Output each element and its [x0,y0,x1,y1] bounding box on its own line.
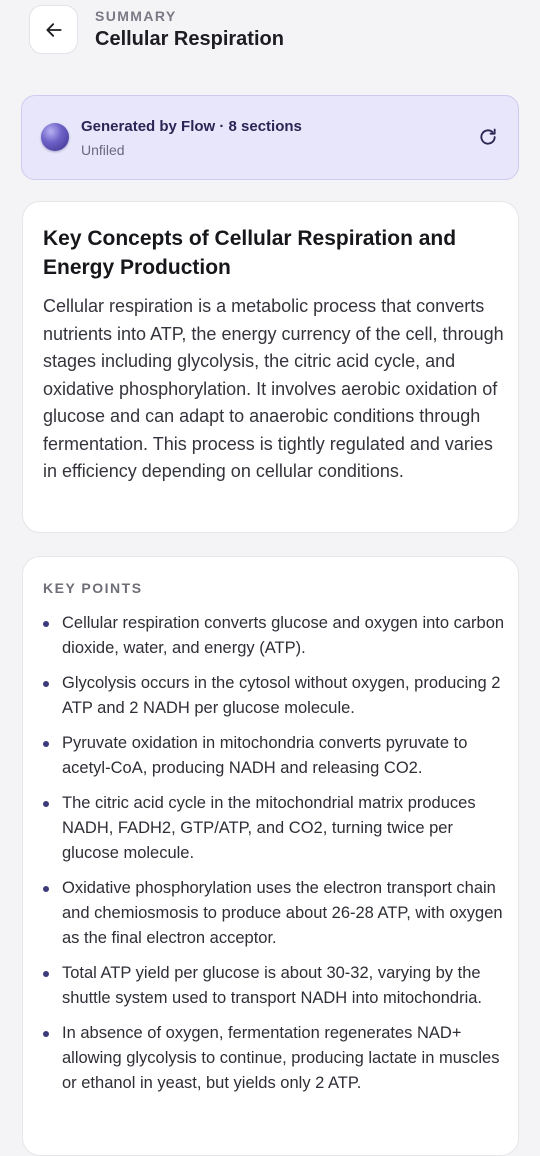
arrow-left-icon [44,20,64,40]
key-points-label: KEY POINTS [43,580,143,596]
key-point-text: In absence of oxygen, fermentation regenerates NAD+ allowing glycolysis to continue, producing lactate in muscles or ethanol in yeast, but yields only 2 ATP. [62,1024,500,1092]
page-title: Cellular Respiration [95,28,284,50]
key-point-text: Pyruvate oxidation in mitochondria converts pyruvate to acetyl-CoA, producing NADH and releasing CO2. [62,734,468,777]
key-point-item [43,731,505,781]
bullet-dot [43,971,49,977]
key-point-text: Cellular respiration converts glucose and oxygen into carbon dioxide, water, and energy (ATP). [62,614,505,657]
key-point-item [43,671,505,721]
key-point-text: Oxidative phosphorylation uses the electron transport chain and chemiosmosis to produce about 26-28 ATP, with oxygen as the final electron acceptor. [62,879,503,947]
bullet-dot [43,621,49,627]
folder-label: Unfiled [81,142,125,158]
refresh-icon [478,127,498,147]
regenerate-button[interactable] [477,126,499,148]
bullet-dot [43,801,49,807]
key-points-list [43,611,505,1106]
summary-card [22,201,519,533]
summary-body: Cellular respiration is a metabolic process that converts nutrients into ATP, the energy currency of the cell, through stages including glycolysis, the citric acid cycle, and oxidative phosphorylation. It involves aerobic oxidation of glucose and can adapt to anaerobic conditions through fermentation. This process is tightly regulated and varies in efficiency depending on cellular conditions. [43,296,504,481]
back-button[interactable] [29,5,78,54]
summary-heading: Key Concepts of Cellular Respiration and Energy Production [43,227,457,279]
flow-generated-label: Generated by Flow · 8 sections [81,118,302,135]
key-point-text: Glycolysis occurs in the cytosol without oxygen, producing 2 ATP and 2 NADH per glucose molecule. [62,674,501,717]
key-point-text: Total ATP yield per glucose is about 30-32, varying by the shuttle system used to transport NADH into mitochondria. [62,964,483,1007]
key-points-card [22,556,519,1156]
top-bar [0,0,540,70]
bullet-dot [43,1031,49,1037]
key-point-item [43,791,505,866]
bullet-dot [43,741,49,747]
key-point-text: The citric acid cycle in the mitochondrial matrix produces NADH, FADH2, GTP/ATP, and CO2, turning twice per glucose molecule. [62,794,476,862]
key-point-item [43,961,505,1011]
flow-info-card [21,95,519,180]
key-point-item [43,876,505,951]
key-point-item [43,1021,505,1096]
bullet-dot [43,886,49,892]
bullet-dot [43,681,49,687]
page-section-label: SUMMARY [95,8,177,24]
key-point-item [43,611,505,661]
flow-orb-icon [41,123,69,151]
